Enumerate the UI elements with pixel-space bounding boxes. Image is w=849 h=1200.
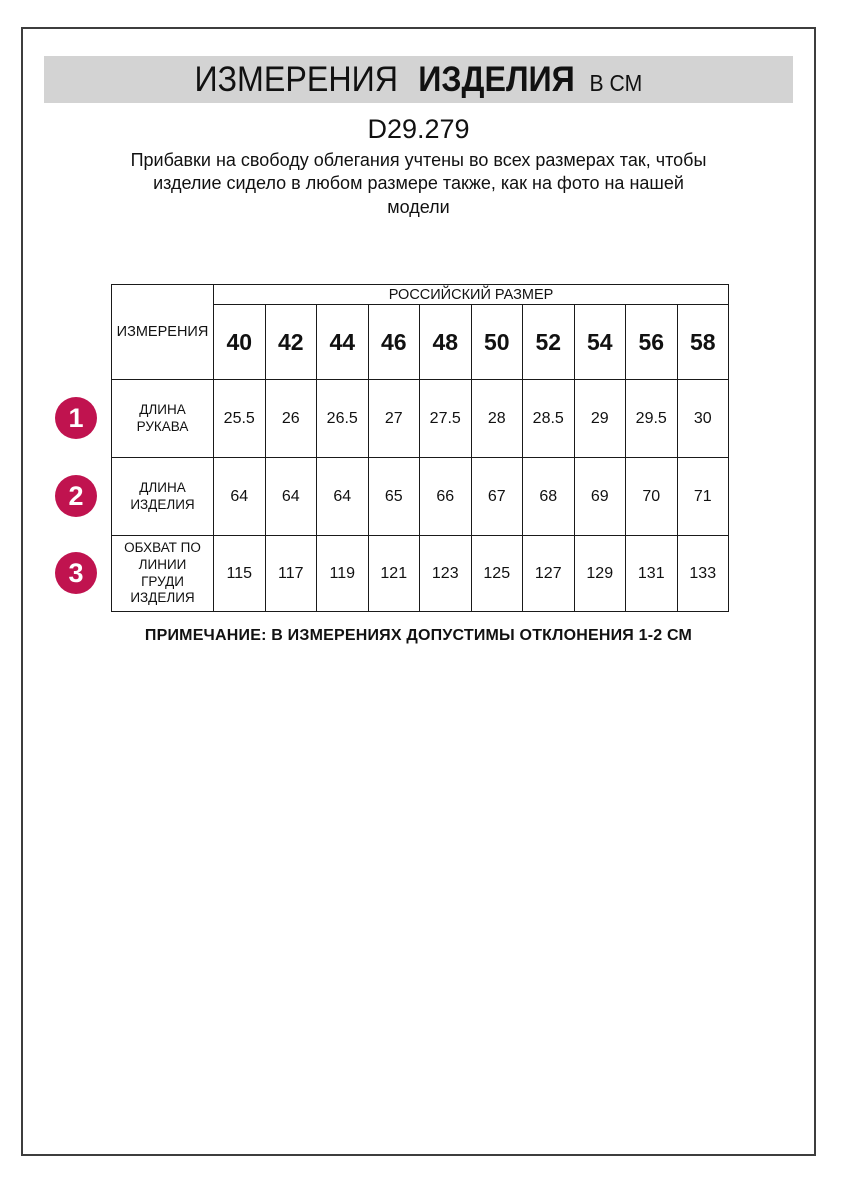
step-badge-2: 2 bbox=[55, 475, 97, 517]
measurement-value-cell: 127 bbox=[523, 536, 575, 612]
measurement-value-cell: 66 bbox=[420, 458, 472, 536]
measurement-value-cell: 117 bbox=[265, 536, 317, 612]
measurement-value-cell: 70 bbox=[626, 458, 678, 536]
size-table bbox=[111, 284, 729, 612]
size-header-cell: 54 bbox=[574, 305, 626, 380]
page-title bbox=[195, 60, 643, 100]
title-units: В СМ bbox=[589, 69, 643, 96]
measurement-value-cell: 69 bbox=[574, 458, 626, 536]
measurement-value-cell: 29 bbox=[574, 380, 626, 458]
measurement-row bbox=[112, 458, 729, 536]
size-header-cell: 58 bbox=[677, 305, 729, 380]
size-header-cell: 40 bbox=[214, 305, 266, 380]
measurement-value-cell: 28 bbox=[471, 380, 523, 458]
measurement-value-cell: 121 bbox=[368, 536, 420, 612]
size-header-cell: 42 bbox=[265, 305, 317, 380]
product-code: D29.279 bbox=[367, 114, 470, 144]
size-header-cell: 48 bbox=[420, 305, 472, 380]
description-line: модели bbox=[387, 196, 450, 217]
description-line: Прибавки на свободу облегания учтены во всех размерах так, чтобы bbox=[130, 150, 707, 170]
step-badge-3: 3 bbox=[55, 552, 97, 594]
measurement-value-cell: 123 bbox=[420, 536, 472, 612]
size-header-cell: 46 bbox=[368, 305, 420, 380]
measurement-value-cell: 29.5 bbox=[626, 380, 678, 458]
measurement-value-cell: 26 bbox=[265, 380, 317, 458]
measurement-value-cell: 64 bbox=[265, 458, 317, 536]
title-measurements: ИЗМЕРЕНИЯ bbox=[194, 59, 399, 99]
measurement-value-cell: 26.5 bbox=[317, 380, 369, 458]
measurement-value-cell: 25.5 bbox=[214, 380, 266, 458]
size-table-container bbox=[111, 284, 729, 612]
product-description bbox=[21, 149, 816, 219]
corner-header-cell: ИЗМЕРЕНИЯ bbox=[112, 285, 214, 380]
row-label: ДЛИНА РУКАВА bbox=[112, 380, 214, 458]
size-header-cell: 52 bbox=[523, 305, 575, 380]
measurement-value-cell: 67 bbox=[471, 458, 523, 536]
measurement-row bbox=[112, 536, 729, 612]
measurement-value-cell: 27.5 bbox=[420, 380, 472, 458]
measurement-value-cell: 129 bbox=[574, 536, 626, 612]
measurement-value-cell: 64 bbox=[214, 458, 266, 536]
size-header-cell: 50 bbox=[471, 305, 523, 380]
description-line: изделие сидело в любом размере также, как на фото на нашей bbox=[153, 173, 684, 194]
measurement-value-cell: 71 bbox=[677, 458, 729, 536]
title-product: ИЗДЕЛИЯ bbox=[418, 59, 575, 99]
row-label: ОБХВАТ ПО ЛИНИИ ГРУДИ ИЗДЕЛИЯ bbox=[112, 536, 214, 612]
size-header-cell: 44 bbox=[317, 305, 369, 380]
step-badge-1: 1 bbox=[55, 397, 97, 439]
measurement-value-cell: 115 bbox=[214, 536, 266, 612]
measurement-value-cell: 119 bbox=[317, 536, 369, 612]
measurement-value-cell: 30 bbox=[677, 380, 729, 458]
measurement-value-cell: 64 bbox=[317, 458, 369, 536]
header-bar bbox=[44, 56, 793, 103]
measurement-value-cell: 133 bbox=[677, 536, 729, 612]
row-label: ДЛИНА ИЗДЕЛИЯ bbox=[112, 458, 214, 536]
measurement-value-cell: 125 bbox=[471, 536, 523, 612]
measurement-value-cell: 27 bbox=[368, 380, 420, 458]
measurement-value-cell: 65 bbox=[368, 458, 420, 536]
group-header-cell: РОССИЙСКИЙ РАЗМЕР bbox=[214, 285, 729, 305]
note-text: ПРИМЕЧАНИЕ: В ИЗМЕРЕНИЯХ ДОПУСТИМЫ ОТКЛОНЕНИЯ 1-2 СМ bbox=[144, 627, 693, 644]
measurement-value-cell: 28.5 bbox=[523, 380, 575, 458]
measurement-value-cell: 68 bbox=[523, 458, 575, 536]
size-header-cell: 56 bbox=[626, 305, 678, 380]
measurement-row bbox=[112, 380, 729, 458]
measurement-value-cell: 131 bbox=[626, 536, 678, 612]
